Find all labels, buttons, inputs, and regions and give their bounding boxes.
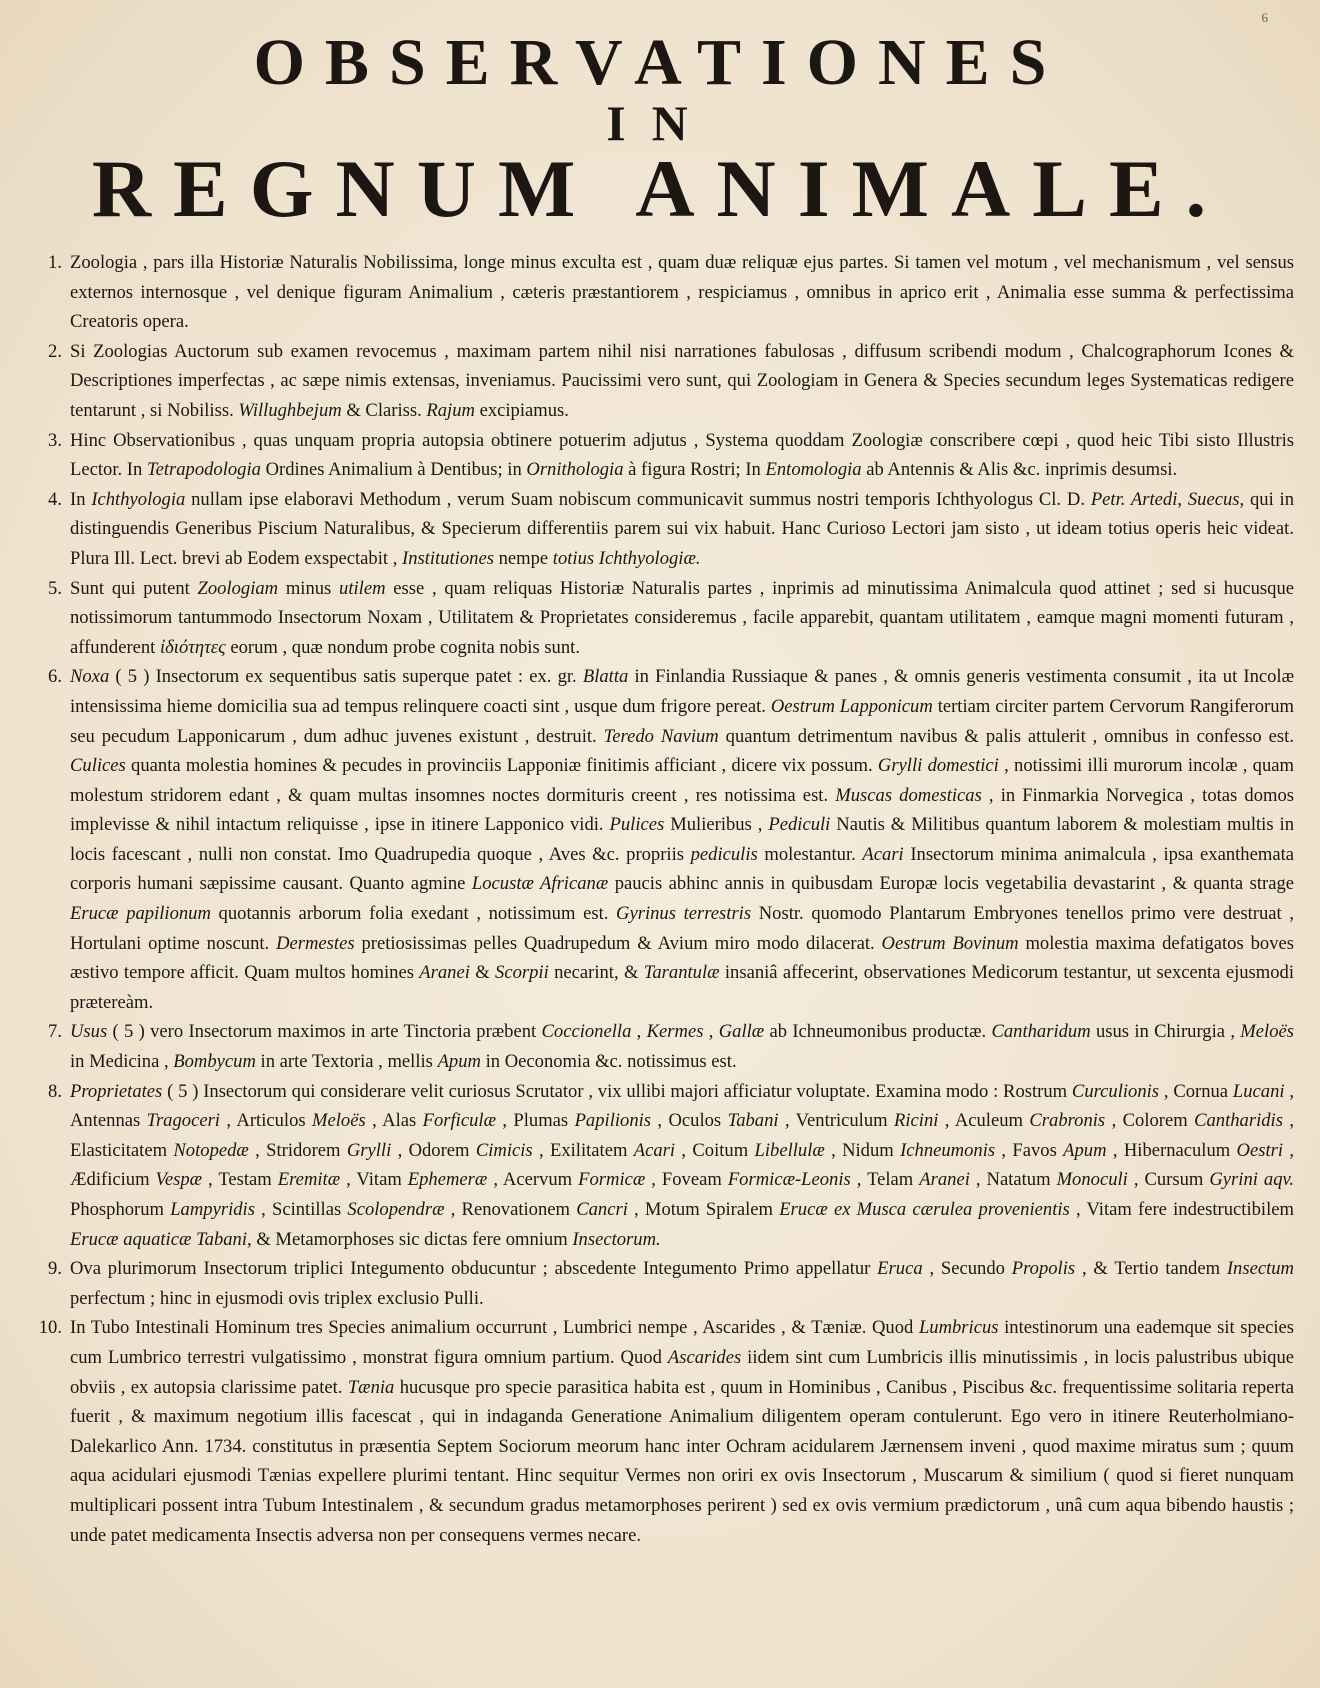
italic-term: Rajum xyxy=(426,399,475,421)
text-run: ab Ichneumonibus productæ. xyxy=(764,1021,992,1043)
text-run: Mulieribus , xyxy=(664,814,769,836)
text-run: iidem sint cum Lumbricis illis minutissimis , in locis palustribus ubique obviis , ex autopsia clarissime patet. xyxy=(70,1346,1294,1398)
text-run: , & Tertio tandem xyxy=(1075,1258,1227,1280)
italic-term: totius Ichthyologiæ. xyxy=(552,547,701,569)
paragraph-text xyxy=(70,1313,1294,1550)
text-run: ( 5 ) vero Insectorum maximos in arte Tinctoria præbent xyxy=(107,1021,542,1043)
text-run: , Antennas xyxy=(70,1080,1294,1132)
italic-term: Oestrum Bovinum xyxy=(881,932,1019,954)
italic-term: Papilionis xyxy=(574,1110,652,1132)
paragraph-number: 1. xyxy=(48,252,62,273)
paragraph xyxy=(26,574,1294,663)
italic-term: Propolis xyxy=(1011,1258,1076,1280)
italic-term: Scorpii xyxy=(495,962,549,984)
paragraph xyxy=(26,248,1294,337)
text-run: , xyxy=(631,1021,647,1043)
paragraph xyxy=(26,662,1294,1017)
text-run: in arte Textoria , mellis xyxy=(255,1051,438,1073)
italic-term: Pediculi xyxy=(768,814,831,836)
text-run: , Motum Spiralem xyxy=(627,1199,780,1220)
text-run: ab Antennis & Alis &c. inprimis desumsi. xyxy=(861,459,1178,481)
italic-term: Coccionella xyxy=(541,1021,632,1043)
text-run: paucis abhinc annis in quibusdam Europæ locis vegetabilia devastarint , & quanta strage xyxy=(608,873,1294,895)
italic-term: Notopedæ xyxy=(173,1139,249,1161)
text-run: molestia maxima defatigatos boves æstivo tempore afficit. Quam multos homines xyxy=(70,932,1294,984)
text-run: Sunt qui putent xyxy=(70,577,198,599)
text-run: , Alas xyxy=(365,1110,423,1132)
text-run: esse , quam reliquas Historiæ Naturalis partes , inprimis ad minutissima Animalcula quod attinet ; sed si hucusque notissimorum tantummodo Insectorum Noxam , Utilitatem & Proprietates consideremus , facile apparebit, quantam utilitatem , eamque magni momenti futuram , affunderent xyxy=(70,577,1295,658)
text-run: pretiosissimas pelles Quadrupedum & Avium miro modo dilacerat. xyxy=(354,932,882,954)
italic-term: Blatta xyxy=(582,666,629,688)
text-run: Si Zoologias Auctorum sub examen revocemus , maximam partem nihil nisi narrationes fabulosas , diffusum scribendi modum , Chalcographorum Icones & Descriptiones imperfectas , ac sæpe nimis extensas, inveniamus. Paucissimi vero sunt, qui Zoologiam in Genera & Species secundum leges Systematicas redigere tentarunt , si Nobiliss. xyxy=(70,340,1294,421)
italic-term: Willughbejum xyxy=(238,399,342,421)
text-run: à figura Rostri; In xyxy=(623,459,766,481)
title-line-3: REGNUM ANIMALE. xyxy=(91,143,1229,234)
text-run: eorum , quæ nondum probe cognita nobis sunt. xyxy=(225,636,580,658)
text-run: , & Metamorphoses sic dictas fere omnium xyxy=(247,1228,573,1250)
text-run: Ova plurimorum Insectorum triplici Integumento obducuntur ; abscedente Integumento Primo appellatur xyxy=(70,1258,878,1280)
italic-term: Meloës xyxy=(312,1110,366,1132)
paragraph-text xyxy=(70,1077,1294,1255)
italic-term: Erucæ ex Musca cærulea provenientis xyxy=(779,1199,1070,1220)
paragraph-number: 4. xyxy=(48,488,62,510)
text-run: , Scintillas xyxy=(254,1199,348,1220)
text-run: ( 5 ) Insectorum ex sequentibus satis superque patet : ex. gr. xyxy=(109,666,583,688)
paragraph xyxy=(26,1017,1294,1076)
text-run: excipiamus. xyxy=(474,399,569,421)
italic-term: Lampyridis xyxy=(170,1199,255,1220)
italic-term: Dermestes xyxy=(276,932,355,954)
text-run: , Natatum xyxy=(969,1169,1057,1191)
paragraph-number: 8. xyxy=(48,1080,62,1102)
paragraph-text xyxy=(70,1017,1294,1076)
italic-term: Formicæ-Leonis xyxy=(727,1169,851,1191)
paragraph-number: 9. xyxy=(48,1258,62,1280)
text-run: , Aculeum xyxy=(938,1110,1030,1132)
text-run: , Acervum xyxy=(487,1169,579,1191)
italic-term: Cancri xyxy=(576,1199,628,1220)
text-run: , Coitum xyxy=(675,1139,755,1161)
paragraph-number: 5. xyxy=(48,577,62,599)
italic-term: utilem xyxy=(339,577,386,599)
text-run: , Vitam fere indestructibilem xyxy=(1069,1199,1294,1220)
text-run: usus in Chirurgia , xyxy=(1090,1021,1241,1043)
paragraph-number: 6. xyxy=(48,666,62,688)
text-run: Zoologia , pars illa Historiæ Naturalis Nobilissima, longe minus exculta est , quam duæ reliquæ ejus partes. Si tamen vel motum , vel mechanismum , vel sensus externos internosque , vel denique figuram Animalium , cæteris præstantiorem , respiciamus , omnibus in aprico erit , Animalia esse summa & perfectissima Creatoris opera. xyxy=(70,252,1294,333)
italic-term: Formicæ xyxy=(578,1169,646,1191)
italic-term: Apum xyxy=(437,1051,481,1073)
italic-term: Grylli xyxy=(346,1139,392,1161)
text-run: , Secundo xyxy=(922,1258,1012,1280)
italic-term: Institutiones xyxy=(402,547,494,569)
text-run: tertiam circiter partem Cervorum Rangiferorum seu pecudum Lapponicarum , dum adhuc juvenes existunt , destruit. xyxy=(70,695,1294,747)
italic-term: Lumbricus xyxy=(918,1317,999,1339)
italic-term: Pulices xyxy=(609,814,665,836)
text-run: nempe xyxy=(493,547,553,569)
italic-term: Erucæ papilionum xyxy=(70,903,211,925)
italic-term: Teredo Navium xyxy=(603,725,719,747)
text-run: intestinorum una eademque sit species cum Lumbrico terrestri vulgatissimo , monstrat figura omnium partium. Quod xyxy=(70,1317,1294,1368)
italic-term: Proprietates xyxy=(70,1080,163,1102)
italic-term: Usus xyxy=(70,1021,108,1043)
text-run: quantum detrimentum navibus & palis attulerit , omnibus in confesso est. xyxy=(718,725,1294,747)
text-run: , Cornua xyxy=(1159,1080,1233,1102)
text-run: , Stridorem xyxy=(248,1139,347,1161)
text-run: In xyxy=(70,488,92,510)
paragraph xyxy=(26,426,1294,485)
paragraph-text xyxy=(70,337,1294,426)
italic-term: ἰδιότητες xyxy=(160,636,226,658)
text-run: , Colorem xyxy=(1105,1110,1195,1132)
italic-term: Grylli domestici xyxy=(877,755,999,777)
text-run: , Ventriculum xyxy=(778,1110,894,1132)
italic-term: Bombycum xyxy=(173,1051,256,1073)
italic-term: Tabani xyxy=(727,1110,779,1132)
text-run: , Cursum xyxy=(1127,1169,1210,1191)
page-corner-mark: 6 xyxy=(1261,10,1268,25)
text-run: , Telam xyxy=(850,1169,920,1191)
text-run: , Nidum xyxy=(824,1139,901,1161)
italic-term: pediculis xyxy=(690,843,758,865)
text-run: , Foveam xyxy=(645,1169,728,1191)
text-run: in Medicina , xyxy=(70,1051,174,1073)
text-run: necarint, & xyxy=(548,962,644,984)
text-run: perfectum ; hinc in ejusmodi ovis triplex exclusio Pulli. xyxy=(70,1287,484,1309)
italic-term: Libellulæ xyxy=(754,1139,825,1161)
italic-term: Monoculi xyxy=(1056,1169,1128,1191)
italic-term: Ascarides xyxy=(667,1346,742,1368)
text-run: , Testam xyxy=(202,1169,278,1191)
italic-term: Scolopendræ xyxy=(347,1199,445,1220)
italic-term: Locustæ Africanæ xyxy=(471,873,609,895)
text-run: molestantur. xyxy=(757,843,863,865)
italic-term: Eruca xyxy=(877,1258,923,1280)
paragraph-list xyxy=(26,248,1294,1550)
italic-term: Ichneumonis xyxy=(900,1139,996,1161)
italic-term: Cantharidis xyxy=(1194,1110,1283,1132)
paragraph xyxy=(26,337,1294,426)
italic-term: Aranei xyxy=(419,962,470,984)
text-run: nullam ipse elaboravi Methodum , verum Suam nobiscum communicavit summus nostri temporis Ichthyologus Cl. D. xyxy=(185,488,1091,510)
text-run: , xyxy=(703,1021,719,1043)
text-run: Phosphorum xyxy=(70,1199,171,1220)
text-run: , Articulos xyxy=(219,1110,313,1132)
italic-term: Apum xyxy=(1063,1139,1107,1161)
paragraph-text xyxy=(70,574,1294,663)
text-run: , Vitam xyxy=(340,1169,408,1191)
text-run: Ordines Animalium à Dentibus; in xyxy=(260,459,527,481)
text-run: , Elasticitatem xyxy=(70,1110,1294,1161)
text-run: Insectorum minima animalcula , ipsa exanthemata corporis humani sæpissime causant. Quanto agmine xyxy=(70,843,1294,895)
text-run: , Odorem xyxy=(391,1139,476,1161)
paragraph xyxy=(26,1254,1294,1313)
italic-term: Entomologia xyxy=(765,459,862,481)
text-run: , Oculos xyxy=(651,1110,728,1132)
text-run: hucusque pro specie parasitica habita est , quum in Hominibus , Canibus , Piscibus &c. frequentissime solitaria reperta fuerit , & maximum negotium illis facescat , qui in indaganda Generatione Animalium diligentem operam contulerunt. Ego vero in itinere Reuterholmiano-Dalekarlico Ann. 1734. constitutus in præsentia Septem Sociorum meorum hanc inter Ochram acidularem Jærnensem inveni , quod maxime miratus sum ; quum aqua acidulari ejusmodi Tænias expellere plurimi tentant. Hinc sequitur Vermes non oriri ex ovis Insectorum , Muscarum & similium ( quod si fieret nunquam multiplicari possent intra Tubum Intestinalem , & secundum gradus metamorphoses perirent ) sed ex ovis vermium prædictorum , unâ cum aqua bibendo haustis ; unde patet medicamenta Insectis adversa non per consequens vermes necare. xyxy=(70,1376,1294,1546)
italic-term: Culices xyxy=(70,755,126,777)
text-run: , Favos xyxy=(995,1139,1064,1161)
text-run: Nostr. quomodo Plantarum Embryones tenellos primo vere destruat , Hortulani optime noscunt. xyxy=(70,903,1294,954)
italic-term: Curculionis xyxy=(1071,1080,1160,1102)
italic-term: Erucæ aquaticæ Tabani xyxy=(70,1228,248,1250)
italic-term: Acari xyxy=(862,843,904,865)
text-run: & xyxy=(469,962,496,984)
italic-term: Aranei xyxy=(919,1169,970,1191)
text-run: , notissimi illi murorum incolæ , quam molestum stridorem edant , & quam multas insomnes noctes dormituris creent , res notissima est. xyxy=(70,755,1294,806)
italic-term: Vespæ xyxy=(155,1169,203,1191)
italic-term: Muscas domesticas xyxy=(835,784,982,806)
italic-term: Petr. Artedi xyxy=(1090,488,1178,510)
paragraph-text xyxy=(70,485,1294,574)
paragraph-number: 2. xyxy=(48,340,62,362)
italic-term: Ornithologia xyxy=(526,459,624,481)
italic-term: Eremitæ xyxy=(277,1169,341,1191)
text-run: , Renovationem xyxy=(444,1199,577,1220)
text-run: Nautis & Militibus quantum laborem & molestiam multis in locis facescant , nulli non constat. Imo Quadrupedia quoque , Aves &c. propriis xyxy=(70,814,1294,865)
italic-term: Insectorum. xyxy=(572,1228,661,1250)
paragraph xyxy=(26,1313,1294,1550)
text-run: , Hibernaculum xyxy=(1106,1139,1237,1161)
paragraph xyxy=(26,485,1294,574)
italic-term: Noxa xyxy=(70,666,110,688)
italic-term: Ricini xyxy=(894,1110,939,1132)
text-run: & Clariss. xyxy=(341,399,427,421)
italic-term: Insectum xyxy=(1226,1258,1294,1280)
italic-term: Tænia xyxy=(347,1376,395,1398)
text-run: , xyxy=(1177,488,1188,510)
paragraph xyxy=(26,1077,1294,1255)
text-run: quotannis arborum folia exedant , notissimum est. xyxy=(210,903,617,925)
text-run: , qui in distinguendis Generibus Piscium Naturalibus, & Specierum differentiis parem sui vix habuit. Hanc Curioso Lectori jam sisto , ut ideam totius operis heic videat. Plura Ill. Lect. brevi ab Eodem exspectabit , xyxy=(70,488,1295,569)
italic-term: Oestri xyxy=(1236,1139,1284,1161)
text-run: minus xyxy=(278,577,340,599)
text-run: , in Finmarkia Norvegica , totas domos implevisse & nihil intactum reliquisse , ipse in itinere Lapponico vidi. xyxy=(70,784,1294,836)
italic-term: Lucani xyxy=(1232,1080,1285,1102)
text-run: insaniâ affecerint, observationes Medicorum testantur, ut sexcenta ejusmodi prætereàm. xyxy=(70,962,1294,1013)
text-run: , Exilitatem xyxy=(532,1139,634,1161)
text-run: , Ædificium xyxy=(70,1139,1295,1191)
italic-term: Forficulæ xyxy=(422,1110,496,1132)
italic-term: Tetrapodologia xyxy=(146,459,261,481)
paragraph-text xyxy=(70,426,1294,485)
paragraph-text xyxy=(70,662,1294,1017)
italic-term: Ichthyologia xyxy=(91,488,186,510)
italic-term: Tarantulæ xyxy=(643,962,720,984)
italic-term: Ephemeræ xyxy=(407,1169,488,1191)
paragraph-text xyxy=(70,248,1294,337)
paragraph-text xyxy=(70,1254,1294,1313)
italic-term: Oestrum Lapponicum xyxy=(770,695,933,717)
text-run: in Oeconomia &c. notissimus est. xyxy=(480,1051,737,1073)
text-run: , Plumas xyxy=(495,1110,575,1132)
italic-term: Zoologiam xyxy=(197,577,279,599)
italic-term: Tragoceri xyxy=(146,1110,220,1132)
italic-term: Gyrinus terrestris xyxy=(616,903,752,925)
paragraph-number: 7. xyxy=(48,1021,62,1043)
title-line-1: OBSERVATIONES xyxy=(253,26,1067,99)
italic-term: Suecus xyxy=(1187,488,1240,510)
italic-term: Acari xyxy=(633,1139,676,1161)
italic-term: Kermes xyxy=(646,1021,704,1043)
italic-term: Gallæ xyxy=(718,1021,765,1043)
text-run: In Tubo Intestinali Hominum tres Species animalium occurrunt , Lumbrici nempe , Ascarides , & Tæniæ. Quod xyxy=(70,1317,919,1339)
text-run: ( 5 ) Insectorum qui considerare velit curiosus Scrutator , vix ullibi majori afficiatur voluptate. Examina modo : Rostrum xyxy=(162,1080,1072,1102)
italic-term: Meloës xyxy=(1240,1021,1294,1043)
italic-term: Cantharidum xyxy=(991,1021,1091,1043)
italic-term: Cimicis xyxy=(475,1139,533,1161)
paragraph-number: 10. xyxy=(38,1317,62,1339)
text-run: quanta molestia homines & pecudes in provinciis Lapponiæ finitimis afficiant , dicere vix possum. xyxy=(125,755,878,777)
italic-term: Crabronis xyxy=(1029,1110,1106,1132)
paragraph-number: 3. xyxy=(48,429,62,451)
text-run: Hinc Observationibus , quas unquam propria autopsia obtinere potuerim adjutus , Systema quoddam Zoologiæ conscribere cœpi , quod heic Tibi sisto Illustris Lector. In xyxy=(70,429,1294,481)
text-run: in Finlandia Russiaque & panes , & omnis generis vestimenta consumit , ita ut Incolæ intensissima hieme domicilia sua ad tempus relinquere coacti sint , usque dum frigore pereat. xyxy=(70,666,1295,717)
italic-term: Gyrini aqv. xyxy=(1209,1169,1295,1191)
title-line-2: IN xyxy=(606,95,714,151)
